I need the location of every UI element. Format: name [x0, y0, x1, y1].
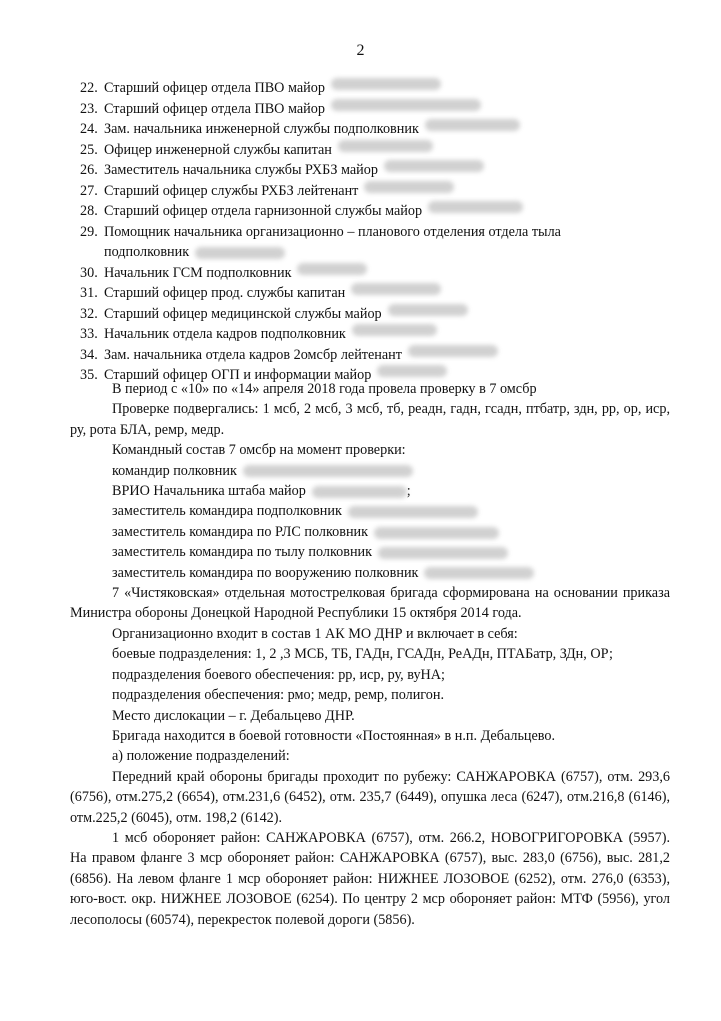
- paragraph-front-line: Передний край обороны бригады проходит по рубежу: САНЖАРОВКА (6757), отм. 293,6 (6756), отм.275,2 (6654), отм.231,6 (6452), отм. 235,7 (6449), опушка леса (6247), отм.216,8 (6146), отм.225,2 (6045), отм. 198,2 (6142).: [70, 768, 670, 826]
- list-item-text: Старший офицер ОГП и информации майор: [104, 367, 372, 383]
- list-item-text: Зам. начальника инженерной службы подполковник: [104, 121, 419, 137]
- page-number: 2: [356, 42, 365, 59]
- redacted-name: [243, 465, 413, 477]
- command-row-end: ;: [406, 483, 411, 500]
- redacted-name: [424, 567, 534, 579]
- redacted-name: [374, 527, 499, 539]
- list-item-number: 24.: [80, 121, 98, 137]
- list-item-number: 33.: [80, 326, 98, 342]
- list-item-number: 28.: [80, 203, 98, 219]
- list-item-text: Зам. начальника отдела кадров 2омсбр лейтенант: [104, 346, 402, 363]
- list-item: [80, 140, 660, 161]
- list-item-text: Старший офицер медицинской службы майор: [104, 305, 382, 322]
- list-item: [80, 201, 660, 222]
- list-item-number: 35.: [80, 367, 98, 383]
- redacted-name: [331, 78, 441, 90]
- redacted-name: [364, 181, 454, 193]
- list-item-number: 22.: [80, 80, 98, 96]
- list-item: [80, 324, 660, 345]
- list-item: [80, 160, 660, 181]
- list-item-text: Старший офицер прод. службы капитан: [104, 285, 346, 301]
- command-row: [70, 461, 670, 481]
- redacted-name: [384, 160, 484, 172]
- paragraph-battalion-positions: 1 мсб обороняет район: САНЖАРОВКА (6757), отм. 266.2, НОВОГРИГОРОВКА (5957). На правом фланге 3 мср обороняет район: САНЖАРОВКА (6757), выс. 283,0 (6756), выс. 281,2 (6856). На левом фланге 1 мср обороняет район: НИЖНЕЕ ЛОЗОВОЕ (6252), отм. 276,0 (6353), юго-вост. окр. НИЖНЕЕ ЛОЗОВОЕ (6254). По центру 2 мср обороняет район: МТФ (5956), угол лесополосы (60574), перекресток полевой дороги (5856).: [70, 829, 670, 928]
- list-item-text: Офицер инженерной службы капитан: [104, 141, 332, 158]
- redacted-name: [425, 119, 520, 131]
- redacted-name: [312, 486, 407, 498]
- list-item-text: Заместитель начальника службы РХБЗ майор: [104, 162, 378, 178]
- list-item: [80, 345, 660, 366]
- command-row: [70, 522, 670, 542]
- redacted-name: [351, 283, 441, 295]
- list-item: [80, 304, 660, 325]
- redacted-name: [331, 99, 481, 111]
- list-item: [80, 119, 660, 140]
- paragraph-combat-units: боевые подразделения: 1, 2 ,3 МСБ, ТБ, ГАДн, ГСАДн, РеАДн, ПТАБатр, ЗДн, ОР;: [112, 646, 613, 663]
- list-item-text: Старший офицер отдела гарнизонной службы майор: [104, 203, 423, 219]
- redacted-name: [348, 506, 478, 518]
- command-row: [70, 542, 670, 562]
- redacted-name: [388, 304, 468, 316]
- list-item-number: 32.: [80, 305, 98, 322]
- list-item-number: 26.: [80, 162, 98, 178]
- paragraph-logistic-support: подразделения обеспечения: рмо; медр, ремр, полигон.: [112, 687, 444, 704]
- command-row: [70, 501, 670, 521]
- command-position: заместитель командира подполковник: [112, 503, 342, 520]
- document-body: [70, 379, 670, 930]
- list-item: [80, 78, 660, 99]
- list-item-number: 31.: [80, 285, 98, 301]
- redacted-name: [338, 140, 433, 152]
- command-row: [70, 481, 670, 501]
- list-item-number: 27.: [80, 182, 98, 199]
- paragraph-formed: 7 «Чистяковская» отдельная мотострелковая бригада сформирована на основании приказа Министра обороны Донецкой Народной Республики 15 октября 2014 года.: [70, 585, 670, 622]
- command-position: заместитель командира по вооружению полковник: [112, 564, 419, 581]
- list-item-number: 25.: [80, 141, 98, 158]
- paragraph-location: Место дислокации – г. Дебальцево ДНР.: [112, 707, 355, 724]
- paragraph-check-period: В период с «10» по «14» апреля 2018 года провела проверку в 7 омсбр: [112, 381, 537, 397]
- paragraph-subheading: а) положение подразделений:: [112, 748, 290, 765]
- redacted-name: [377, 365, 447, 377]
- list-item: [80, 181, 660, 202]
- list-item-text: Начальник ГСМ подполковник: [104, 264, 292, 281]
- paragraph-readiness: Бригада находится в боевой готовности «Постоянная» в н.п. Дебальцево.: [112, 727, 556, 744]
- list-item-number: 23.: [80, 100, 98, 117]
- list-item-number: 34.: [80, 346, 98, 363]
- command-position: заместитель командира по тылу полковник: [112, 544, 373, 561]
- list-item-text: Старший офицер отдела ПВО майор: [104, 100, 325, 117]
- redacted-name: [408, 345, 498, 357]
- redacted-name: [352, 324, 437, 336]
- command-position: ВРИО Начальника штаба майор: [112, 483, 306, 500]
- command-position: командир полковник: [112, 462, 237, 479]
- list-item-text: Старший офицер службы РХБЗ лейтенант: [104, 182, 359, 199]
- list-item-text: Помощник начальника организационно – планового отделения отдела тыла подполковник: [104, 223, 561, 260]
- list-item-text: Старший офицер отдела ПВО майор: [104, 80, 325, 96]
- list-item-number: 30.: [80, 264, 98, 281]
- command-row: [70, 563, 670, 583]
- list-item: [80, 99, 660, 120]
- command-position: заместитель командира по РЛС полковник: [112, 523, 369, 540]
- redacted-name: [297, 263, 367, 275]
- list-item-text: Начальник отдела кадров подполковник: [104, 326, 346, 342]
- list-item: [80, 222, 660, 263]
- paragraph-organization: Организационно входит в состав 1 АК МО ДНР и включает в себя:: [112, 625, 518, 642]
- paragraph-combat-support: подразделения боевого обеспечения: рр, иср, ру, вуНА;: [112, 666, 445, 683]
- paragraph-checked-units: Проверке подвергались: 1 мсб, 2 мсб, 3 мсб, тб, реадн, гадн, гсадн, птбатр, здн, рр, ор, иср, ру, рота БЛА, ремр, медр.: [70, 401, 670, 438]
- officer-list: [80, 78, 660, 386]
- list-item-number: 29.: [80, 223, 98, 240]
- redacted-name: [195, 247, 285, 259]
- redacted-name: [378, 547, 508, 559]
- redacted-name: [428, 201, 523, 213]
- paragraph-command-title: Командный состав 7 омсбр на момент проверки:: [112, 442, 406, 459]
- list-item: [80, 283, 660, 304]
- list-item: [80, 263, 660, 284]
